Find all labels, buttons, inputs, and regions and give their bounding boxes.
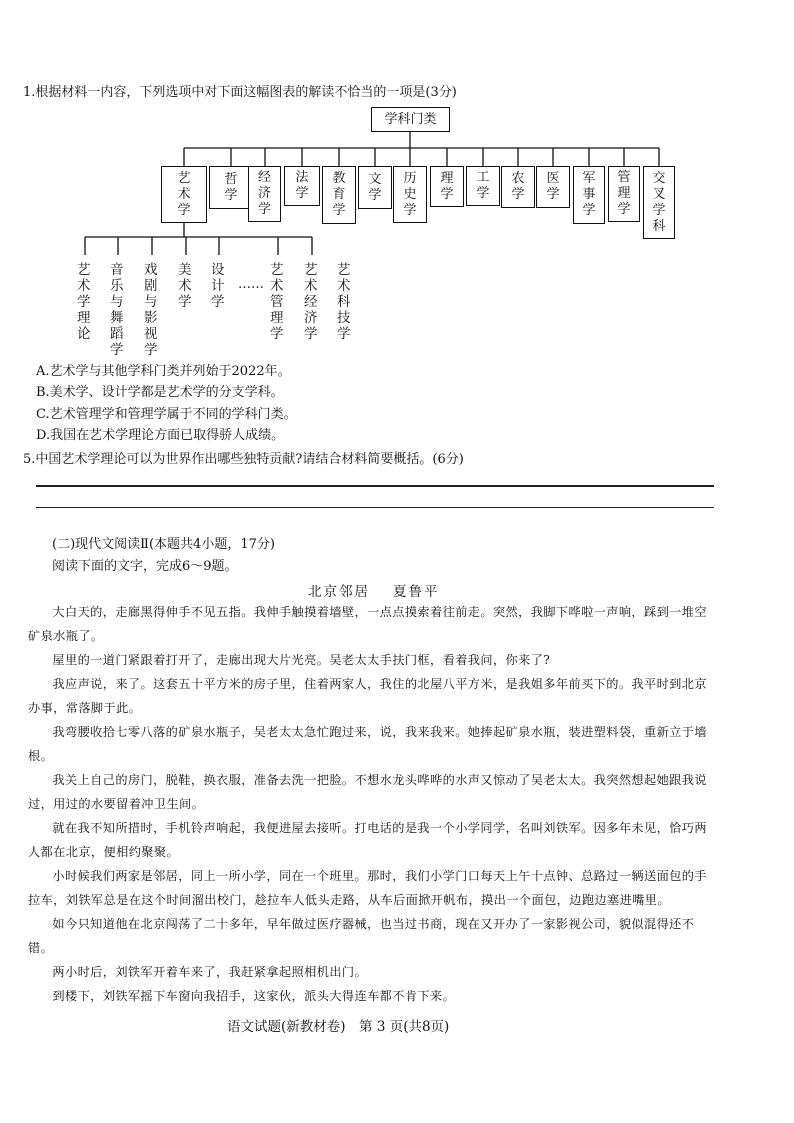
article-author: 夏鲁平 [393, 584, 440, 600]
cat-label-5: 文 学 [368, 171, 382, 203]
art-subject-music-dance: 音 乐 与 舞 蹈 学 [110, 262, 124, 358]
category-node-law [284, 166, 320, 206]
category-node-medicine [536, 166, 570, 208]
cat-label-8: 工 学 [476, 170, 490, 201]
paragraph-7: 小时候我们两家是邻居，同上一所小学，同在一个班里。那时，我们小学门口每天上午十点钟、总路过一辆送面包的手拉车，刘铁军总是在这个时间溜出校门，趁拉车人低头走路，从车后面掀开帆布，摸出一个面包，边跑边塞进嘴里。 [28, 869, 707, 907]
category-node-engineering [466, 166, 500, 206]
paragraph-4: 我弯腰收拾七零八落的矿泉水瓶子，吴老太太急忙跑过来，说，我来我来。她捧起矿泉水瓶，装进塑料袋，重新立于墙根。 [28, 725, 707, 763]
cat-label-3: 法 学 [295, 170, 309, 201]
category-node-history [393, 166, 427, 223]
paragraph-2: 屋里的一道门紧跟着打开了，走廊出现大片光亮。吴老太太手扶门框，看着我问，你来了? [52, 653, 551, 667]
category-node-military [573, 166, 605, 224]
category-node-literature [358, 166, 392, 209]
cat-label-9: 农 学 [511, 171, 525, 202]
category-node-education [322, 166, 356, 224]
category-node-philosophy [209, 166, 253, 209]
cat-label-6: 历 史 学 [403, 170, 417, 218]
cat-label-2: 经 济 学 [257, 170, 271, 217]
paragraph-6: 就在我不知所措时，手机铃声响起，我便进屋去接听。打电话的是我一个小学同学，名叫刘铁军。因多年未见，恰巧两人都在北京，便相约聚聚。 [28, 821, 707, 859]
cat-label-1: 哲 学 [224, 171, 238, 203]
option-a: A.艺术学与其他学科门类并列始于2022年。 [36, 364, 291, 379]
answer-line-2 [36, 507, 714, 508]
question-1-text: 1.根据材料一内容，下列选项中对下面这幅图表的解读不恰当的一项是(3分) [23, 85, 457, 100]
paragraph-1: 大白天的，走廊黑得伸手不见五指。我伸手触摸着墙壁，一点点摸索着往前走。突然，我脚下哗啦一声响，踩到一堆空矿泉水瓶了。 [28, 605, 707, 643]
question-5-text: 5.中国艺术学理论可以为世界作出哪些独特贡献?请结合材料简要概括。(6分) [23, 452, 464, 467]
cat-label-4: 教 育 学 [332, 171, 346, 218]
category-node-economics [248, 166, 281, 222]
option-d: D.我国在艺术学理论方面已取得骄人成绩。 [36, 428, 285, 443]
reading-instruction: 阅读下面的文字，完成6～9题。 [52, 559, 238, 574]
article-title: 北京邻居 [308, 584, 370, 600]
cat-label-7: 理 学 [440, 170, 454, 202]
page-footer: 语文试题(新教材卷) 第 3 页(共8页) [227, 1019, 450, 1035]
paragraph-5: 我关上自己的房门，脱鞋，换衣服，准备去洗一把脸。不想水龙头哗哗的水声又惊动了吴老太太。我突然想起她跟我说过，用过的水要留着冲卫生间。 [28, 773, 707, 811]
category-node-management [608, 166, 640, 222]
art-subject-design: 设 计 学 [211, 262, 225, 310]
art-subject-art-economics: 艺 术 经 济 学 [304, 262, 318, 342]
cat-label-10: 医 学 [546, 171, 560, 202]
option-c: C.艺术管理学和管理学属于不同的学科门类。 [36, 407, 297, 422]
cat-label-12: 管 理 学 [617, 170, 631, 217]
paragraph-3: 我应声说，来了。这套五十平方米的房子里，住着两家人，我住的北屋八平方米，是我姐多年前买下的。我平时到北京办事，常落脚于此。 [28, 677, 707, 715]
paragraph-9: 两小时后，刘铁军开着车来了，我赶紧拿起照相机出门。 [52, 965, 368, 979]
art-subject-fine-arts: 美 术 学 [178, 262, 192, 310]
art-subject-art-management: 艺 术 管 理 学 [270, 262, 284, 342]
category-node-agriculture [501, 166, 535, 208]
section-heading: (二)现代文阅读Ⅱ(本题共4小题，17分) [52, 537, 275, 552]
answer-line-1 [36, 485, 714, 487]
art-subject-art-technology: 艺 术 科 技 学 [337, 262, 351, 342]
cat-label-0: 艺 术 学 [177, 170, 191, 218]
paragraph-10: 到楼下，刘铁军摇下车窗向我招手，这家伙，派头大得连车都不肯下来。 [52, 989, 456, 1003]
cat-label-13: 交 叉 学 科 [652, 170, 666, 234]
art-subject-art-theory: 艺 术 学 理 论 [77, 262, 91, 342]
art-subject-ellipsis: …… [238, 277, 264, 292]
article-body [28, 600, 716, 1008]
category-node-science [430, 166, 464, 207]
option-b: B.美术学、设计学都是艺术学的分支学科。 [36, 385, 284, 400]
category-node-art [161, 166, 207, 223]
art-subject-drama-film: 戏 剧 与 影 视 学 [144, 262, 158, 358]
category-node-interdisciplinary [643, 166, 675, 239]
cat-label-11: 军 事 学 [582, 171, 596, 218]
discipline-tree-chart [0, 0, 794, 360]
root-node-discipline-categories: 学科门类 [371, 107, 450, 132]
paragraph-8: 如今只知道他在北京闯荡了二十多年，早年做过医疗器械，也当过书商，现在又开办了一家影视公司，貌似混得还不错。 [28, 917, 695, 955]
